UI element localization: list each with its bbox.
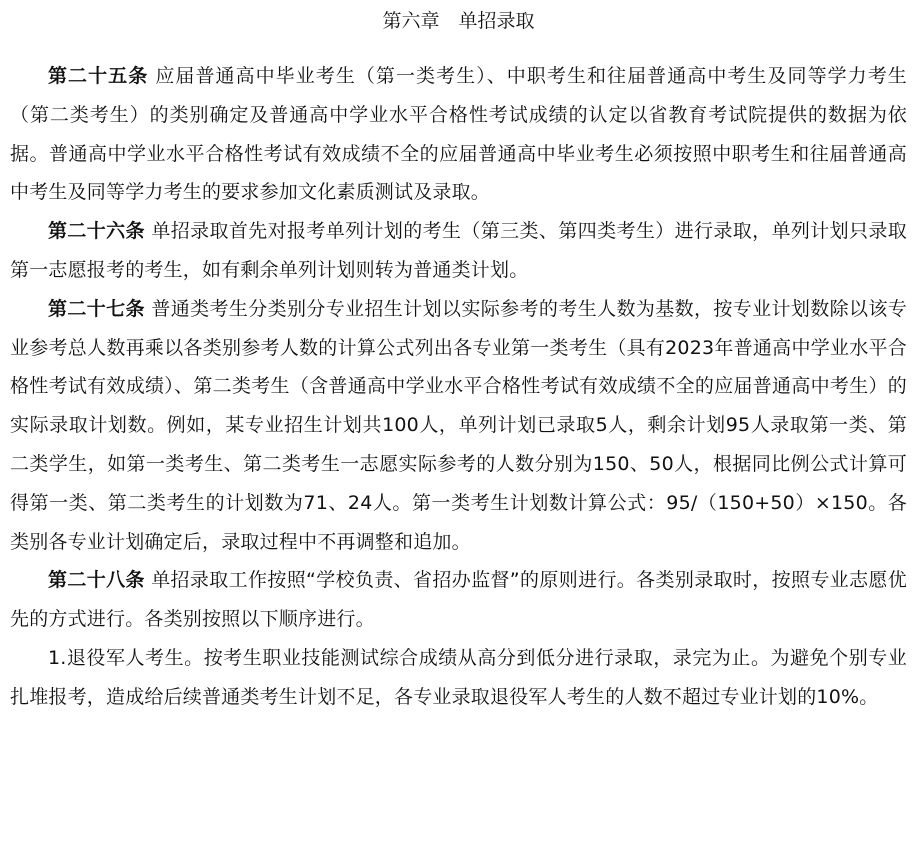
- article-text: 普通类考生分类别分专业招生计划以实际参考的考生人数为基数，按专业计划数除以该专业参考总人数再乘以各类别参考人数的计算公式列出各专业第一类考生（具有2023年普通高中学业水平合格性考试有效成绩）、第二类考生（含普通高中学业水平合格性考试有效成绩不全的应届普通高中考生）的实际录取计划数。例如，某专业招生计划共100人，单列计划已录取5人，剩余计划95人录取第一类、第二类学生，如第一类考生、第二类考生一志愿实际参考的人数分别为150、50人，根据同比例公式计算可得第一类、第二类考生的计划数为71、24人。第一类考生计划数计算公式：95/（150+50）×150。各类别各专业计划确定后，录取过程中不再调整和追加。: [10, 297, 907, 553]
- article-28-paragraph: [10, 561, 907, 639]
- article-text: 单招录取工作按照“学校负责、省招办监督”的原则进行。各类别录取时，按照专业志愿优先的方式进行。各类别按照以下顺序进行。: [10, 569, 907, 631]
- article-number: 第二十七条: [48, 297, 145, 320]
- article-number: 第二十五条: [48, 65, 149, 87]
- chapter-title: 第六章 单招录取: [382, 10, 535, 32]
- article-text: 1.退役军人考生。按考生职业技能测试综合成绩从高分到低分进行录取，录完为止。为避免个别专业扎堆报考，造成给后续普通类考生计划不足，各专业录取退役军人考生的人数不超过专业计划的10%。: [10, 646, 907, 708]
- article-text: 单招录取首先对报考单列计划的考生（第三类、第四类考生）进行录取，单列计划只录取第一志愿报考的考生，如有剩余单列计划则转为普通类计划。: [10, 220, 907, 281]
- article-text: 应届普通高中毕业考生（第一类考生）、中职考生和往届普通高中考生及同等学力考生（第二类考生）的类别确定及普通高中学业水平合格性考试成绩的认定以省教育考试院提供的数据为依据。普通高中学业水平合格性考试有效成绩不全的应届普通高中毕业考生必须按照中职考生和往届普通高中考生及同等学力考生的要求参加文化素质测试及录取。: [10, 65, 907, 204]
- article-number: 第二十六条: [48, 220, 145, 243]
- document-page: [0, 8, 913, 860]
- item-1-paragraph: [10, 639, 907, 717]
- article-25-paragraph: [10, 57, 907, 212]
- article-27-paragraph: [10, 290, 907, 562]
- article-number: 第二十八条: [48, 569, 145, 592]
- article-26-paragraph: [10, 212, 907, 290]
